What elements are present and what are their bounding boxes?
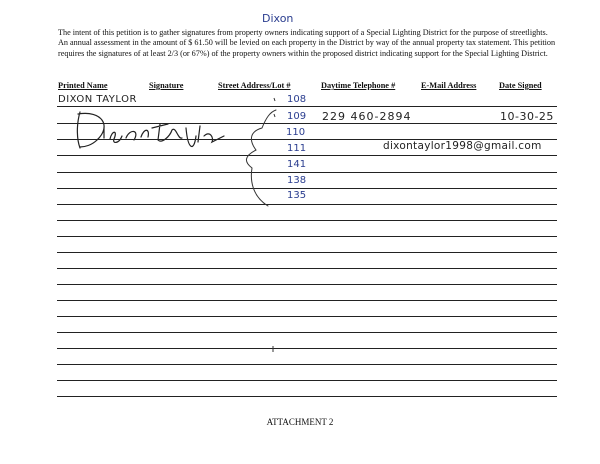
- lot-number: 109: [287, 111, 307, 122]
- attachment-footer: ATTACHMENT 2: [266, 417, 334, 427]
- lot-number: 108: [287, 94, 307, 105]
- lot-number: 141: [287, 159, 307, 170]
- column-header-signature: Signature: [149, 81, 184, 90]
- lot-number: 110: [286, 127, 306, 138]
- lot-number: 111: [287, 143, 307, 154]
- column-header-date-signed: Date Signed: [499, 81, 542, 90]
- date-signed-entry: 10-30-25: [500, 110, 554, 123]
- petition-intro-text: The intent of this petition is to gather signatures from property owners indicating support of a Special Lighting District for the purpose of streetlights. An annual assessment in the amount of $ 61.50 will be levied on each property in the District by way of the annual property tax statement. This petition requires the signatures of at least 2/3 (or 67%) of the property owners within the proposed district indicating support for the Special Lighting District.: [58, 28, 556, 58]
- printed-name-entry: DIXON TAYLOR: [58, 94, 137, 105]
- email-entry: dixontaylor1998@gmail.com: [383, 140, 542, 152]
- column-header-email: E-Mail Address: [421, 81, 477, 90]
- column-header-printed-name: Printed Name: [58, 81, 108, 90]
- header-handwritten-note: Dixon: [262, 12, 294, 25]
- lot-number: 135: [287, 190, 307, 201]
- lot-number: 138: [287, 175, 307, 186]
- column-header-telephone: Daytime Telephone #: [321, 81, 396, 90]
- column-header-street-address: Street Address/Lot #: [218, 81, 291, 90]
- telephone-entry: 229 460-2894: [322, 110, 412, 123]
